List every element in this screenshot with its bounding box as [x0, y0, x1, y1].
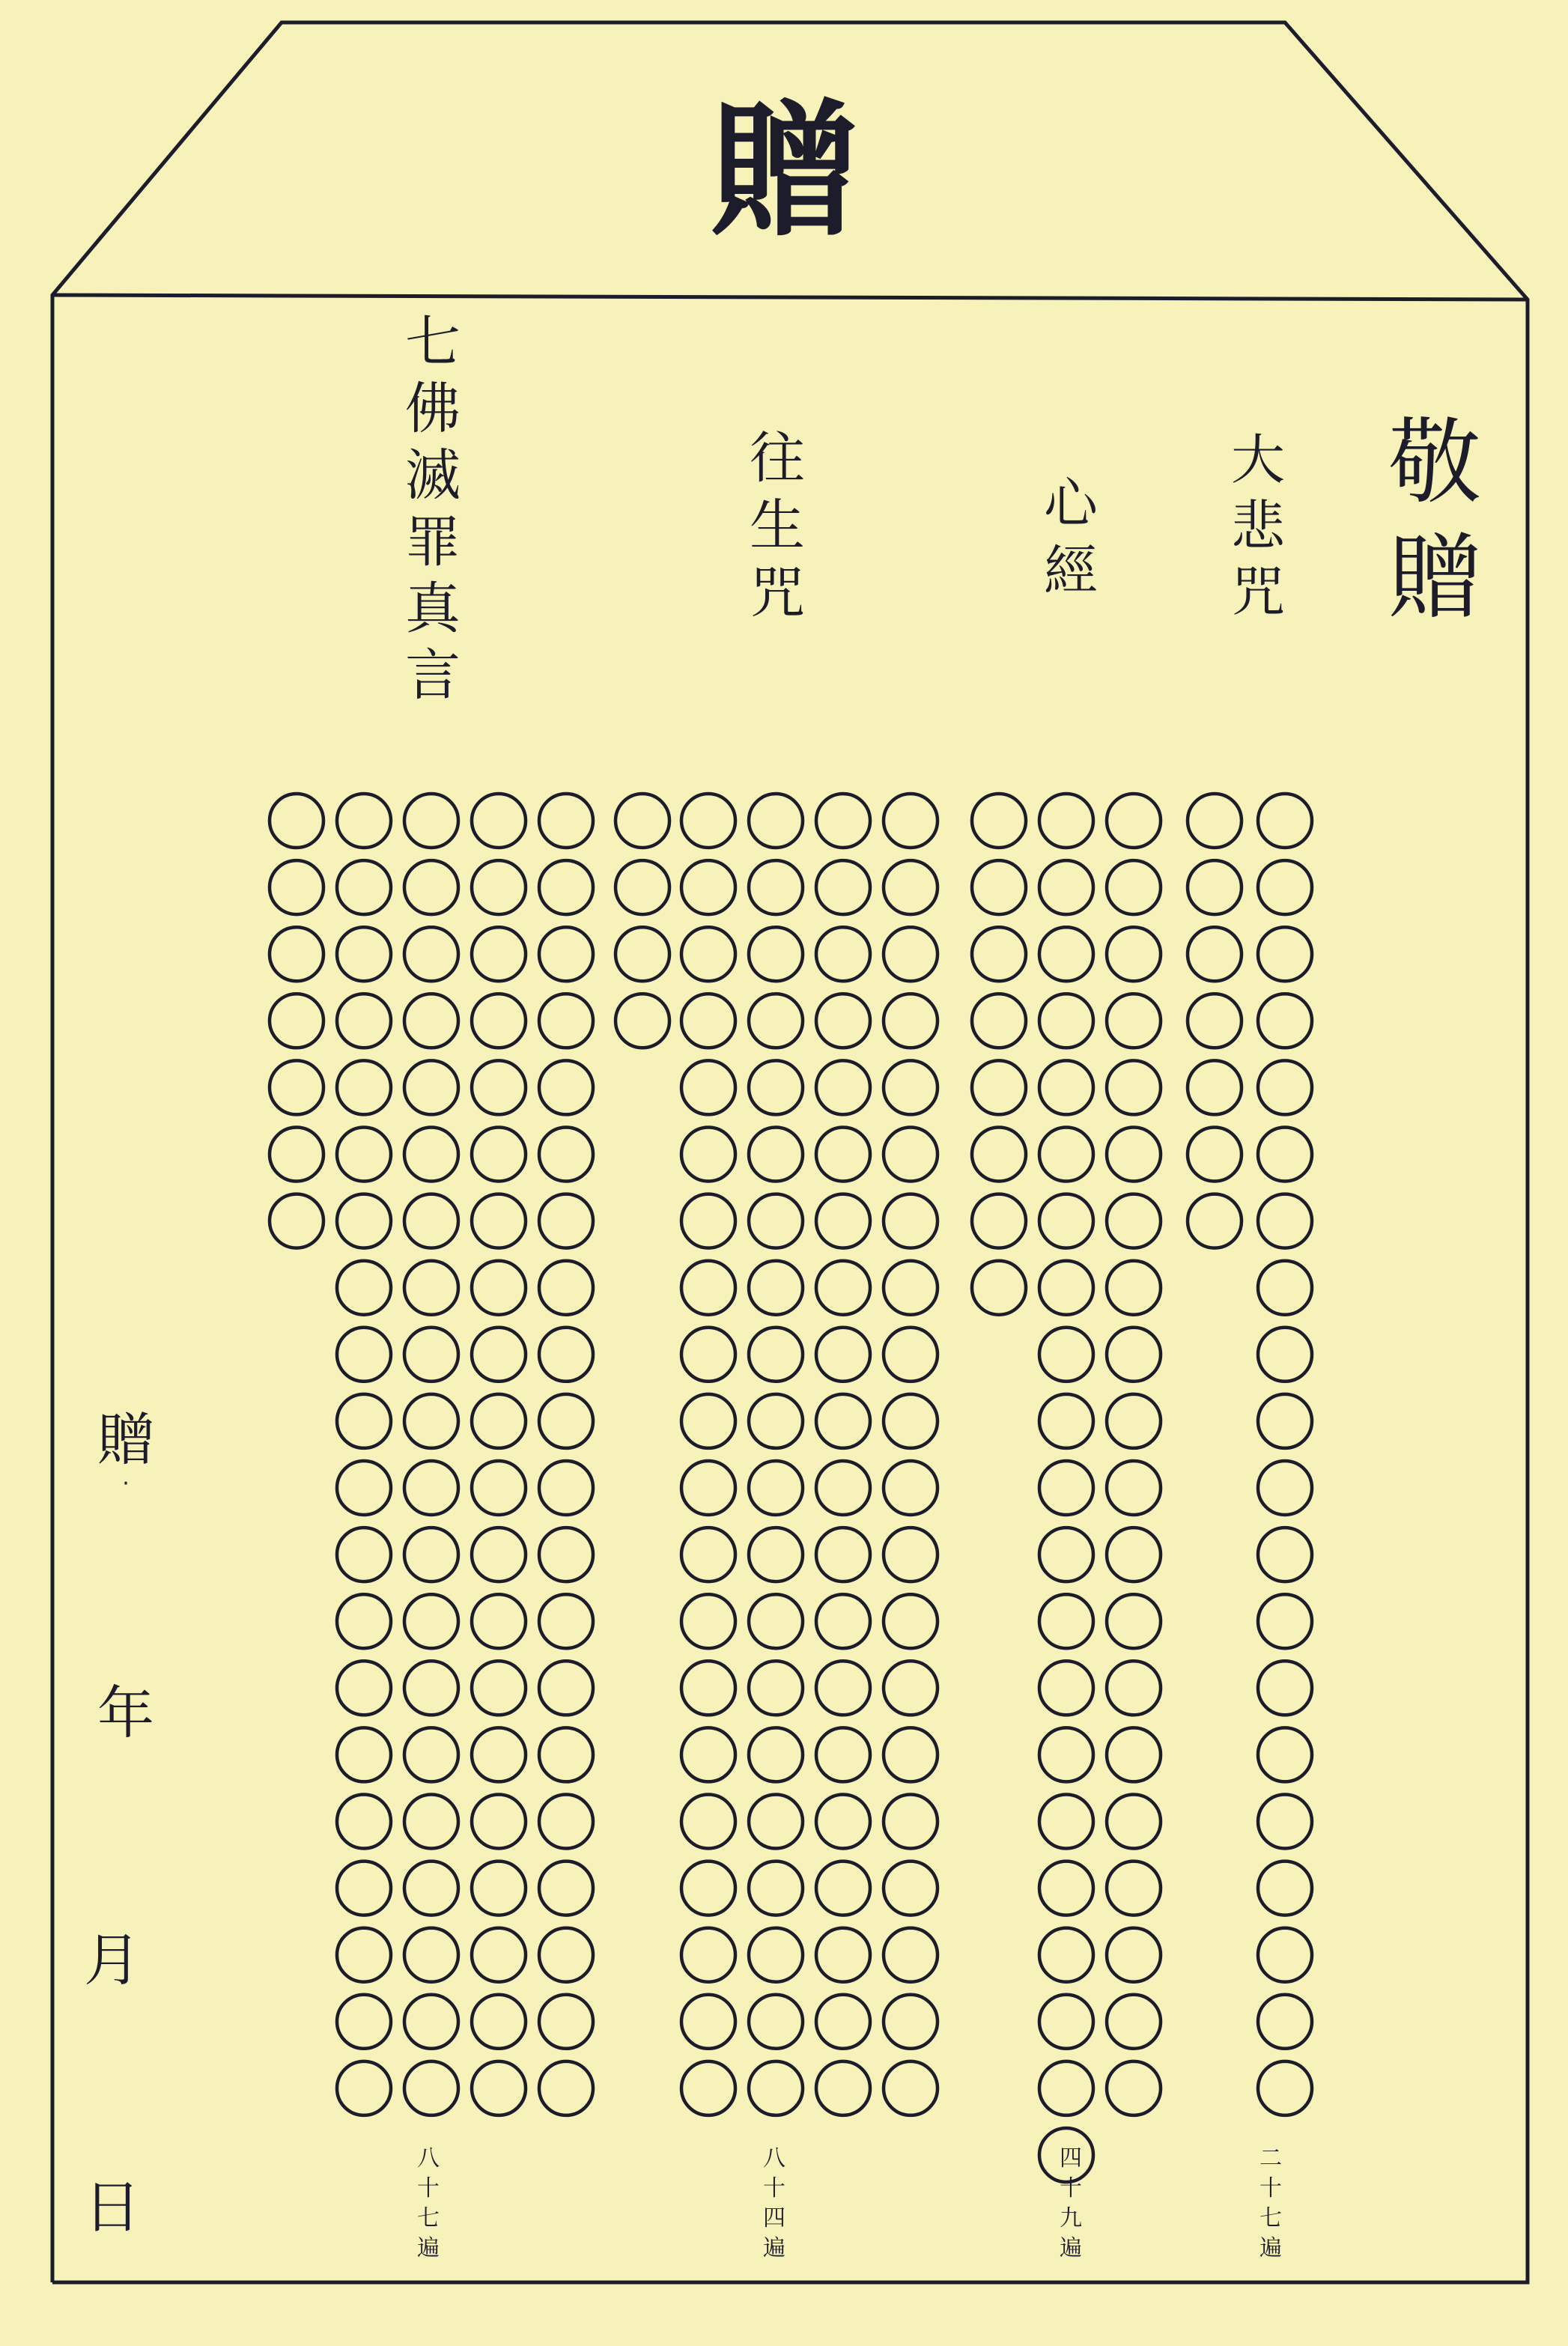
qifo-tally-circle[interactable] [337, 1261, 391, 1315]
qifo-tally-circle[interactable] [539, 1528, 593, 1581]
dabeizhou-tally-circle[interactable] [1258, 1862, 1312, 1915]
dabeizhou-tally-circle[interactable] [1258, 1060, 1312, 1114]
qifo-tally-circle[interactable] [404, 1862, 458, 1915]
xinjing-tally-circle[interactable] [1107, 860, 1161, 914]
xinjing-tally-circle[interactable] [1107, 1261, 1161, 1315]
wangshengzhou-tally-circle[interactable] [816, 2061, 870, 2115]
wangshengzhou-label-char: 往 [750, 426, 805, 490]
wangshengzhou-tally-circle[interactable] [749, 1461, 803, 1515]
day-text: 日 [84, 2174, 141, 2240]
wangshengzhou-tally-circle[interactable] [884, 860, 938, 914]
dabeizhou-count-char: 遍 [1259, 2235, 1282, 2261]
wangshengzhou-tally-circle[interactable] [884, 1928, 938, 1982]
wangshengzhou-tally-circle[interactable] [884, 927, 938, 981]
wangshengzhou-tally-circle[interactable] [884, 1060, 938, 1114]
wangshengzhou-tally-circle[interactable] [884, 1461, 938, 1515]
xinjing-tally-circle[interactable] [1039, 1194, 1093, 1248]
qifo-tally-circle[interactable] [337, 1995, 391, 2049]
qifo-tally-circle[interactable] [337, 1727, 391, 1781]
wangshengzhou-tally-circle[interactable] [884, 1661, 938, 1715]
qifo-tally-circle[interactable] [472, 1594, 526, 1648]
dabeizhou-tally-circle[interactable] [1258, 1328, 1312, 1382]
wangshengzhou-tally-circle[interactable] [681, 1862, 735, 1915]
wangshengzhou-tally-circle[interactable] [816, 1928, 870, 1982]
qifo-tally-circle[interactable] [404, 1594, 458, 1648]
qifo-tally-circle[interactable] [337, 794, 391, 848]
wangshengzhou-tally-circle[interactable] [616, 994, 669, 1048]
xinjing-count-char: 遍 [1060, 2235, 1082, 2261]
xinjing-count-char: 四 [1060, 2145, 1082, 2172]
dabeizhou-tally-circle[interactable] [1188, 1060, 1242, 1114]
dabeizhou-tally-circle[interactable] [1258, 1594, 1312, 1648]
qifo-tally-circle[interactable] [539, 1594, 593, 1648]
wangshengzhou-tally-circle[interactable] [749, 994, 803, 1048]
qifo-tally-circle[interactable] [337, 1795, 391, 1849]
xinjing-tally-circle[interactable] [1107, 1795, 1161, 1849]
qifo-tally-circle[interactable] [270, 860, 323, 914]
xinjing-tally-circle[interactable] [1039, 1328, 1093, 1382]
qifo-tally-circle[interactable] [337, 927, 391, 981]
qifo-tally-circle[interactable] [404, 1261, 458, 1315]
qifo-label-char: 真 [405, 577, 461, 641]
xinjing-tally-circle[interactable] [972, 1194, 1026, 1248]
wangshengzhou-tally-circle[interactable] [681, 1394, 735, 1448]
dabeizhou-tally-circle[interactable] [1188, 794, 1242, 848]
qifo-tally-circle[interactable] [472, 2061, 526, 2115]
qifo-tally-circle[interactable] [404, 1194, 458, 1248]
qifo-tally-circle[interactable] [539, 1060, 593, 1114]
xinjing-tally-circle[interactable] [1107, 1128, 1161, 1182]
wangshengzhou-tally-circle[interactable] [681, 1727, 735, 1781]
qifo-tally-circle[interactable] [472, 860, 526, 914]
wangshengzhou-tally-circle[interactable] [816, 994, 870, 1048]
xinjing-tally-circle[interactable] [1107, 1394, 1161, 1448]
qifo-tally-circle[interactable] [337, 1128, 391, 1182]
xinjing-tally-circle[interactable] [1107, 1461, 1161, 1515]
dabeizhou-tally-circle[interactable] [1258, 927, 1312, 981]
dabeizhou-tally-circle[interactable] [1188, 860, 1242, 914]
dabeizhou-tally-circle[interactable] [1258, 794, 1312, 848]
qifo-tally-circle[interactable] [270, 994, 323, 1048]
giver-text: 贈 [97, 1406, 154, 1473]
wangshengzhou-tally-circle[interactable] [681, 927, 735, 981]
dabeizhou-tally-circle[interactable] [1258, 1727, 1312, 1781]
qifo-tally-circle[interactable] [404, 860, 458, 914]
xinjing-tally-circle[interactable] [1039, 1128, 1093, 1182]
xinjing-tally-circle[interactable] [1039, 1995, 1093, 2049]
wangshengzhou-count-char: 八 [763, 2145, 785, 2172]
qifo-tally-circle[interactable] [404, 1128, 458, 1182]
xinjing-count-char: 十 [1060, 2175, 1082, 2201]
qifo-tally-circle[interactable] [472, 1862, 526, 1915]
xinjing-tally-circle[interactable] [1107, 1995, 1161, 2049]
qifo-tally-circle[interactable] [337, 1862, 391, 1915]
dabeizhou-count-char: 二 [1259, 2145, 1282, 2172]
wangshengzhou-tally-circle[interactable] [884, 1528, 938, 1581]
wangshengzhou-tally-circle[interactable] [884, 1261, 938, 1315]
qifo-tally-circle[interactable] [404, 1928, 458, 1982]
qifo-tally-circle[interactable] [472, 1461, 526, 1515]
wangshengzhou-count-char: 遍 [763, 2235, 785, 2261]
qifo-tally-circle[interactable] [472, 927, 526, 981]
wangshengzhou-tally-circle[interactable] [749, 1194, 803, 1248]
qifo-tally-circle[interactable] [404, 2061, 458, 2115]
wangshengzhou-count-char: 四 [763, 2205, 785, 2231]
wangshengzhou-tally-circle[interactable] [816, 1594, 870, 1648]
xinjing-label-char: 心 [1043, 472, 1098, 535]
xinjing-tally-circle[interactable] [1039, 1060, 1093, 1114]
wangshengzhou-tally-circle[interactable] [681, 1928, 735, 1982]
wangshengzhou-tally-circle[interactable] [681, 1461, 735, 1515]
wangshengzhou-tally-circle[interactable] [681, 1594, 735, 1648]
wangshengzhou-tally-circle[interactable] [884, 1128, 938, 1182]
wangshengzhou-tally-circle[interactable] [816, 1862, 870, 1915]
dabeizhou-tally-circle[interactable] [1258, 1995, 1312, 2049]
xinjing-tally-circle[interactable] [1039, 1594, 1093, 1648]
wangshengzhou-tally-circle[interactable] [884, 2061, 938, 2115]
xinjing-tally-circle[interactable] [1107, 2061, 1161, 2115]
qifo-tally-circle[interactable] [472, 1528, 526, 1581]
xinjing-count-char: 九 [1060, 2205, 1082, 2231]
dabeizhou-tally-circle[interactable] [1258, 1461, 1312, 1515]
wangshengzhou-tally-circle[interactable] [616, 860, 669, 914]
xinjing-tally-circle[interactable] [1039, 1528, 1093, 1581]
wangshengzhou-tally-circle[interactable] [616, 794, 669, 848]
qifo-tally-circle[interactable] [472, 994, 526, 1048]
wangshengzhou-tally-circle[interactable] [681, 2061, 735, 2115]
wangshengzhou-tally-circle[interactable] [884, 1795, 938, 1849]
xinjing-tally-circle[interactable] [972, 927, 1026, 981]
qifo-tally-circle[interactable] [270, 1128, 323, 1182]
wangshengzhou-tally-circle[interactable] [749, 1060, 803, 1114]
wangshengzhou-tally-circle[interactable] [749, 2061, 803, 2115]
qifo-tally-circle[interactable] [404, 1995, 458, 2049]
qifo-tally-circle[interactable] [337, 1328, 391, 1382]
qifo-tally-circle[interactable] [539, 1328, 593, 1382]
qifo-count-char: 遍 [417, 2235, 440, 2261]
xinjing-tally-circle[interactable] [1039, 1795, 1093, 1849]
xinjing-tally-circle[interactable] [1039, 2061, 1093, 2115]
dabeizhou-label-char: 大 [1230, 428, 1285, 491]
dabeizhou-tally-circle[interactable] [1258, 1928, 1312, 1982]
qifo-tally-circle[interactable] [539, 2061, 593, 2115]
xinjing-tally-circle[interactable] [1039, 1261, 1093, 1315]
wangshengzhou-tally-circle[interactable] [884, 1862, 938, 1915]
qifo-tally-circle[interactable] [539, 1862, 593, 1915]
wangshengzhou-tally-circle[interactable] [816, 1795, 870, 1849]
qifo-label-char: 佛 [405, 377, 461, 441]
xinjing-tally-circle[interactable] [1107, 994, 1161, 1048]
qifo-tally-circle[interactable] [472, 1394, 526, 1448]
wangshengzhou-tally-circle[interactable] [816, 1661, 870, 1715]
xinjing-tally-circle[interactable] [1039, 1727, 1093, 1781]
qifo-tally-circle[interactable] [472, 1661, 526, 1715]
qifo-tally-circle[interactable] [472, 1795, 526, 1849]
wangshengzhou-tally-circle[interactable] [681, 1194, 735, 1248]
qifo-count-char: 十 [417, 2175, 440, 2201]
wangshengzhou-tally-circle[interactable] [816, 1128, 870, 1182]
qifo-tally-circle[interactable] [337, 1661, 391, 1715]
xinjing-tally-circle[interactable] [1039, 927, 1093, 981]
xinjing-tally-circle[interactable] [972, 794, 1026, 848]
wangshengzhou-tally-circle[interactable] [884, 1394, 938, 1448]
wangshengzhou-tally-circle[interactable] [749, 1727, 803, 1781]
qifo-tally-circle[interactable] [404, 1394, 458, 1448]
dabeizhou-tally-circle[interactable] [1258, 1528, 1312, 1581]
wangshengzhou-tally-circle[interactable] [616, 927, 669, 981]
qifo-tally-circle[interactable] [404, 1461, 458, 1515]
wangshengzhou-tally-circle[interactable] [816, 1060, 870, 1114]
page-title: 贈 [710, 85, 857, 257]
wangshengzhou-tally-circle[interactable] [749, 794, 803, 848]
qifo-tally-circle[interactable] [337, 1060, 391, 1114]
qifo-tally-circle[interactable] [404, 1060, 458, 1114]
xinjing-tally-circle[interactable] [1039, 1862, 1093, 1915]
wangshengzhou-tally-circle[interactable] [681, 1661, 735, 1715]
xinjing-tally-circle[interactable] [1107, 1594, 1161, 1648]
qifo-tally-circle[interactable] [472, 1928, 526, 1982]
qifo-tally-circle[interactable] [472, 1194, 526, 1248]
qifo-label-char: 言 [405, 643, 461, 708]
wangshengzhou-tally-circle[interactable] [681, 1528, 735, 1581]
xinjing-label-char: 經 [1043, 539, 1098, 602]
wangshengzhou-tally-circle[interactable] [681, 1995, 735, 2049]
wangshengzhou-tally-circle[interactable] [816, 794, 870, 848]
xinjing-tally-circle[interactable] [1039, 860, 1093, 914]
wangshengzhou-tally-circle[interactable] [749, 860, 803, 914]
qifo-tally-circle[interactable] [472, 1060, 526, 1114]
wangshengzhou-tally-circle[interactable] [681, 794, 735, 848]
xinjing-tally-circle[interactable] [972, 1261, 1026, 1315]
month-text: 月 [84, 1927, 141, 1993]
qifo-tally-circle[interactable] [337, 1194, 391, 1248]
wangshengzhou-tally-circle[interactable] [884, 1328, 938, 1382]
qifo-tally-circle[interactable] [472, 1995, 526, 2049]
wangshengzhou-tally-circle[interactable] [749, 1128, 803, 1182]
dabeizhou-tally-circle[interactable] [1258, 2061, 1312, 2115]
dabeizhou-count-char: 十 [1259, 2175, 1282, 2201]
xinjing-tally-circle[interactable] [1107, 794, 1161, 848]
xinjing-tally-circle[interactable] [1039, 1661, 1093, 1715]
xinjing-tally-circle[interactable] [1107, 1661, 1161, 1715]
qifo-label-char: 罪 [405, 510, 461, 574]
wangshengzhou-tally-circle[interactable] [749, 1862, 803, 1915]
dabeizhou-tally-circle[interactable] [1258, 1194, 1312, 1248]
qifo-tally-circle[interactable] [539, 1661, 593, 1715]
dabeizhou-label-char: 悲 [1230, 494, 1285, 557]
qifo-tally-circle[interactable] [539, 927, 593, 981]
wangshengzhou-tally-circle[interactable] [884, 1727, 938, 1781]
qifo-tally-circle[interactable] [404, 794, 458, 848]
wangshengzhou-label-char: 咒 [750, 561, 805, 625]
qifo-count-char: 七 [417, 2205, 440, 2231]
qifo-tally-circle[interactable] [539, 1194, 593, 1248]
xinjing-tally-circle[interactable] [1039, 794, 1093, 848]
wangshengzhou-tally-circle[interactable] [816, 1461, 870, 1515]
qifo-tally-circle[interactable] [539, 1461, 593, 1515]
qifo-tally-circle[interactable] [539, 1394, 593, 1448]
wangshengzhou-tally-circle[interactable] [884, 794, 938, 848]
wangshengzhou-tally-circle[interactable] [749, 1394, 803, 1448]
dabeizhou-tally-circle[interactable] [1188, 994, 1242, 1048]
wangshengzhou-tally-circle[interactable] [816, 1194, 870, 1248]
wangshengzhou-tally-circle[interactable] [816, 1995, 870, 2049]
qifo-tally-circle[interactable] [539, 1928, 593, 1982]
qifo-tally-circle[interactable] [270, 927, 323, 981]
qifo-label-char: 七 [405, 310, 461, 374]
xinjing-tally-circle[interactable] [1039, 1461, 1093, 1515]
qifo-tally-circle[interactable] [404, 1528, 458, 1581]
qifo-tally-circle[interactable] [404, 927, 458, 981]
qifo-tally-circle[interactable] [539, 1128, 593, 1182]
xinjing-tally-circle[interactable] [972, 994, 1026, 1048]
honorific-char: 敬 [1388, 409, 1481, 517]
dabeizhou-tally-circle[interactable] [1188, 1128, 1242, 1182]
wangshengzhou-tally-circle[interactable] [749, 1261, 803, 1315]
qifo-tally-circle[interactable] [539, 794, 593, 848]
wangshengzhou-tally-circle[interactable] [816, 1528, 870, 1581]
xinjing-tally-circle[interactable] [1107, 1727, 1161, 1781]
qifo-tally-circle[interactable] [472, 1261, 526, 1315]
giver-dot: · [122, 1471, 130, 1497]
wangshengzhou-tally-circle[interactable] [816, 860, 870, 914]
qifo-tally-circle[interactable] [539, 860, 593, 914]
xinjing-tally-circle[interactable] [1107, 1928, 1161, 1982]
qifo-tally-circle[interactable] [539, 1795, 593, 1849]
wangshengzhou-tally-circle[interactable] [749, 1328, 803, 1382]
wangshengzhou-tally-circle[interactable] [816, 1328, 870, 1382]
qifo-tally-circle[interactable] [337, 1594, 391, 1648]
qifo-tally-circle[interactable] [337, 2061, 391, 2115]
xinjing-tally-circle[interactable] [972, 1128, 1026, 1182]
wangshengzhou-tally-circle[interactable] [884, 1194, 938, 1248]
qifo-tally-circle[interactable] [539, 1727, 593, 1781]
wangshengzhou-tally-circle[interactable] [884, 1594, 938, 1648]
qifo-tally-circle[interactable] [337, 1928, 391, 1982]
wangshengzhou-tally-circle[interactable] [884, 994, 938, 1048]
qifo-tally-circle[interactable] [539, 1261, 593, 1315]
qifo-tally-circle[interactable] [337, 860, 391, 914]
dabeizhou-count-char: 七 [1259, 2205, 1282, 2231]
xinjing-tally-circle[interactable] [1039, 1394, 1093, 1448]
qifo-tally-circle[interactable] [270, 1194, 323, 1248]
wangshengzhou-tally-circle[interactable] [681, 1128, 735, 1182]
wangshengzhou-tally-circle[interactable] [749, 927, 803, 981]
qifo-tally-circle[interactable] [472, 1328, 526, 1382]
qifo-tally-circle[interactable] [404, 994, 458, 1048]
dabeizhou-tally-circle[interactable] [1258, 994, 1312, 1048]
wangshengzhou-tally-circle[interactable] [816, 927, 870, 981]
xinjing-tally-circle[interactable] [1039, 2128, 1093, 2182]
qifo-tally-circle[interactable] [337, 1461, 391, 1515]
xinjing-tally-circle[interactable] [1107, 1328, 1161, 1382]
qifo-tally-circle[interactable] [404, 1661, 458, 1715]
qifo-tally-circle[interactable] [404, 1795, 458, 1849]
wangshengzhou-tally-circle[interactable] [681, 1060, 735, 1114]
xinjing-tally-circle[interactable] [1039, 994, 1093, 1048]
wangshengzhou-tally-circle[interactable] [749, 1795, 803, 1849]
wangshengzhou-tally-circle[interactable] [884, 1995, 938, 2049]
xinjing-tally-circle[interactable] [1107, 927, 1161, 981]
xinjing-tally-circle[interactable] [1039, 1928, 1093, 1982]
wangshengzhou-tally-circle[interactable] [681, 1795, 735, 1849]
dabeizhou-tally-circle[interactable] [1258, 1661, 1312, 1715]
wangshengzhou-tally-circle[interactable] [749, 1928, 803, 1982]
dabeizhou-tally-circle[interactable] [1258, 1795, 1312, 1849]
wangshengzhou-tally-circle[interactable] [681, 1328, 735, 1382]
qifo-tally-circle[interactable] [472, 1128, 526, 1182]
wangshengzhou-label-char: 生 [750, 493, 805, 558]
wangshengzhou-count-char: 十 [763, 2175, 785, 2201]
qifo-tally-circle[interactable] [404, 1328, 458, 1382]
xinjing-tally-circle[interactable] [972, 1060, 1026, 1114]
xinjing-tally-circle[interactable] [1107, 1528, 1161, 1581]
dabeizhou-tally-circle[interactable] [1258, 1261, 1312, 1315]
qifo-tally-circle[interactable] [539, 994, 593, 1048]
wangshengzhou-tally-circle[interactable] [749, 1995, 803, 2049]
qifo-label-char: 滅 [405, 443, 461, 508]
xinjing-tally-circle[interactable] [1107, 1060, 1161, 1114]
xinjing-tally-circle[interactable] [1107, 1862, 1161, 1915]
wangshengzhou-tally-circle[interactable] [681, 860, 735, 914]
qifo-tally-circle[interactable] [270, 794, 323, 848]
year-text: 年 [97, 1680, 154, 1746]
qifo-tally-circle[interactable] [539, 1995, 593, 2049]
wangshengzhou-tally-circle[interactable] [816, 1261, 870, 1315]
qifo-count-char: 八 [417, 2145, 440, 2172]
wangshengzhou-tally-circle[interactable] [816, 1727, 870, 1781]
qifo-tally-circle[interactable] [337, 994, 391, 1048]
xinjing-tally-circle[interactable] [972, 860, 1026, 914]
qifo-tally-circle[interactable] [337, 1528, 391, 1581]
dabeizhou-label-char: 咒 [1230, 560, 1285, 623]
dabeizhou-tally-circle[interactable] [1188, 1194, 1242, 1248]
qifo-tally-circle[interactable] [472, 1727, 526, 1781]
dabeizhou-tally-circle[interactable] [1258, 1394, 1312, 1448]
wangshengzhou-tally-circle[interactable] [681, 1261, 735, 1315]
qifo-tally-circle[interactable] [270, 1060, 323, 1114]
qifo-tally-circle[interactable] [404, 1727, 458, 1781]
dabeizhou-tally-circle[interactable] [1258, 860, 1312, 914]
qifo-tally-circle[interactable] [472, 794, 526, 848]
xinjing-tally-circle[interactable] [1107, 1194, 1161, 1248]
wangshengzhou-tally-circle[interactable] [816, 1394, 870, 1448]
wangshengzhou-tally-circle[interactable] [749, 1528, 803, 1581]
dabeizhou-tally-circle[interactable] [1188, 927, 1242, 981]
dabeizhou-tally-circle[interactable] [1258, 1128, 1312, 1182]
qifo-tally-circle[interactable] [337, 1394, 391, 1448]
wangshengzhou-tally-circle[interactable] [749, 1661, 803, 1715]
wangshengzhou-tally-circle[interactable] [749, 1594, 803, 1648]
honorific-char: 贈 [1388, 524, 1481, 632]
wangshengzhou-tally-circle[interactable] [681, 994, 735, 1048]
